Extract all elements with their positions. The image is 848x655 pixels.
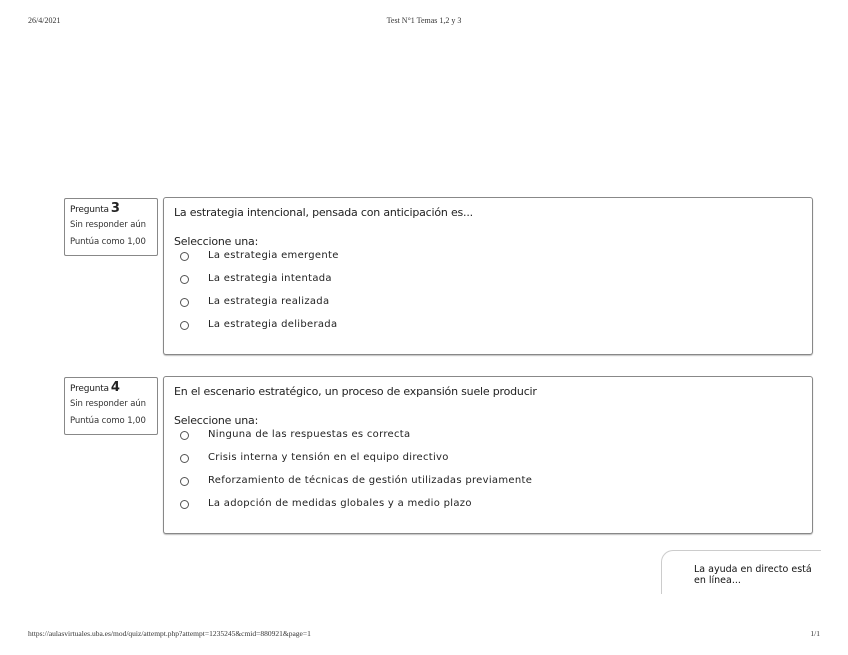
- question-content-3: [163, 197, 813, 355]
- answer-label[interactable]: La adopción de medidas globales y a medio plazo: [208, 498, 472, 509]
- radio-button[interactable]: [180, 298, 189, 307]
- answer-option[interactable]: [180, 294, 802, 317]
- print-date: 26/4/2021: [28, 16, 61, 25]
- answer-option[interactable]: [180, 248, 802, 271]
- answer-option[interactable]: [180, 450, 802, 473]
- answer-prompt: Seleccione una:: [174, 235, 259, 248]
- question-info-3: [64, 198, 158, 256]
- answer-label[interactable]: La estrategia emergente: [208, 250, 339, 261]
- footer-url: https://aulasvirtuales.uba.es/mod/quiz/attempt.php?attempt=1235245&cmid=880921&page=1: [28, 629, 311, 638]
- answer-label[interactable]: La estrategia intentada: [208, 273, 332, 284]
- answer-option[interactable]: [180, 317, 802, 340]
- question-content-4: [163, 376, 813, 534]
- live-chat-text[interactable]: La ayuda en directo está en línea...: [694, 564, 812, 586]
- radio-button[interactable]: [180, 454, 189, 463]
- answer-label[interactable]: Crisis interna y tensión en el equipo directivo: [208, 452, 449, 463]
- answer-option[interactable]: [180, 473, 802, 496]
- radio-button[interactable]: [180, 321, 189, 330]
- question-number: Pregunta 4: [70, 380, 120, 395]
- page-title: Test N°1 Temas 1,2 y 3: [386, 16, 462, 25]
- page-number: 1/1: [810, 629, 820, 638]
- question-status: Sin responder aún: [70, 399, 146, 409]
- answer-label[interactable]: La estrategia deliberada: [208, 319, 338, 330]
- live-chat-widget[interactable]: [661, 550, 821, 594]
- question-text: La estrategia intencional, pensada con anticipación es...: [174, 206, 473, 219]
- answer-option[interactable]: [180, 496, 802, 519]
- question-status: Sin responder aún: [70, 220, 146, 230]
- radio-button[interactable]: [180, 431, 189, 440]
- radio-button[interactable]: [180, 275, 189, 284]
- answer-prompt: Seleccione una:: [174, 414, 259, 427]
- radio-button[interactable]: [180, 500, 189, 509]
- answer-label[interactable]: Reforzamiento de técnicas de gestión utilizadas previamente: [208, 475, 533, 486]
- question-text: En el escenario estratégico, un proceso de expansión suele producir: [174, 385, 537, 398]
- question-info-4: [64, 377, 158, 435]
- answer-label[interactable]: Ninguna de las respuestas es correcta: [208, 429, 411, 440]
- radio-button[interactable]: [180, 252, 189, 261]
- question-score: Puntúa como 1,00: [70, 416, 146, 426]
- answer-label[interactable]: La estrategia realizada: [208, 296, 330, 307]
- question-score: Puntúa como 1,00: [70, 237, 146, 247]
- answer-option[interactable]: [180, 427, 802, 450]
- radio-button[interactable]: [180, 477, 189, 486]
- question-number: Pregunta 3: [70, 201, 120, 216]
- answer-option[interactable]: [180, 271, 802, 294]
